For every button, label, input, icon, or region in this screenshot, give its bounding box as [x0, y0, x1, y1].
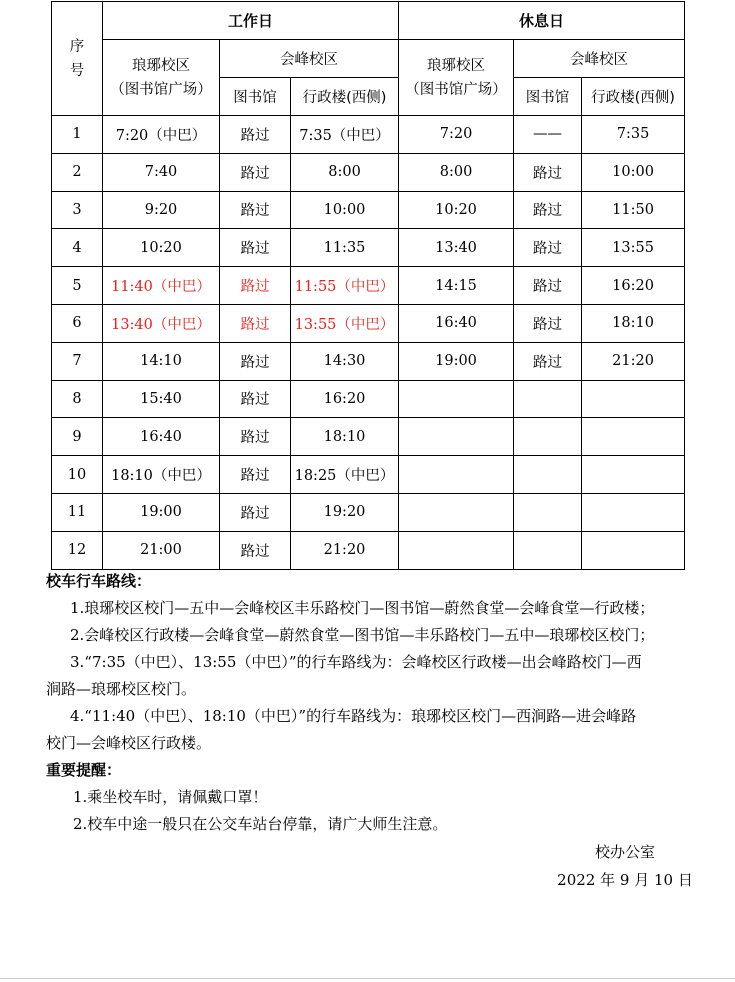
table-row	[52, 342, 685, 380]
workday-langya-header: 琅琊校区 （图书馆广场）	[103, 40, 220, 116]
workday-langya-cell: 13:40（中巴）	[103, 304, 220, 342]
seq-cell: 3	[52, 191, 103, 229]
restday-langya-cell	[399, 531, 514, 569]
workday-header: 工作日	[103, 2, 399, 40]
restday-admin-cell	[582, 493, 685, 531]
restday-library-cell	[514, 493, 582, 531]
route-item-2: 2.会峰校区行政楼—会峰食堂—蔚然食堂—图书馆—丰乐路校门—五中—琅琊校区校门；	[70, 626, 655, 644]
seq-cell: 9	[52, 418, 103, 456]
restday-huifeng-header: 会峰校区	[514, 40, 685, 78]
workday-langya-cell: 10:20	[103, 229, 220, 267]
workday-admin-cell: 19:20	[291, 493, 399, 531]
restday-langya-cell: 7:20	[399, 116, 514, 154]
notes-section	[46, 568, 696, 838]
routes-title: 校车行车路线：	[46, 572, 152, 590]
seq-cell: 5	[52, 267, 103, 305]
workday-library-cell: 路过	[220, 531, 291, 569]
workday-admin-cell: 11:35	[291, 229, 399, 267]
table-row	[52, 380, 685, 418]
seq-cell: 8	[52, 380, 103, 418]
workday-admin-cell: 11:55（中巴）	[291, 267, 399, 305]
workday-langya-cell: 11:40（中巴）	[103, 267, 220, 305]
workday-huifeng-header: 会峰校区	[220, 40, 399, 78]
restday-library-cell: 路过	[514, 229, 582, 267]
workday-langya-cell: 21:00	[103, 531, 220, 569]
restday-library-cell	[514, 380, 582, 418]
workday-library-cell: 路过	[220, 191, 291, 229]
table-row	[52, 191, 685, 229]
restday-langya-cell	[399, 493, 514, 531]
table-row	[52, 116, 685, 154]
workday-langya-cell: 18:10（中巴）	[103, 456, 220, 494]
workday-langya-cell: 7:40	[103, 153, 220, 191]
workday-library-cell: 路过	[220, 380, 291, 418]
seq-header: 序 号	[52, 2, 103, 116]
workday-admin-header: 行政楼(西侧)	[291, 78, 399, 116]
seq-cell: 6	[52, 304, 103, 342]
table-row	[52, 229, 685, 267]
reminder-item-1: 1.乘坐校车时，请佩戴口罩！	[73, 788, 268, 806]
workday-library-cell: 路过	[220, 304, 291, 342]
workday-library-header: 图书馆	[220, 78, 291, 116]
restday-admin-cell	[582, 380, 685, 418]
restday-langya-cell: 19:00	[399, 342, 514, 380]
restday-admin-cell: 21:20	[582, 342, 685, 380]
restday-admin-cell	[582, 456, 685, 494]
workday-langya-cell: 16:40	[103, 418, 220, 456]
table-row	[52, 153, 685, 191]
restday-langya-cell: 13:40	[399, 229, 514, 267]
restday-langya-cell	[399, 380, 514, 418]
workday-library-cell: 路过	[220, 153, 291, 191]
route-item-3-cont: 涧路—琅琊校区校门。	[46, 680, 197, 698]
signature-date: 2022 年 9 月 10 日	[557, 871, 693, 889]
seq-cell: 12	[52, 531, 103, 569]
workday-langya-cell: 19:00	[103, 493, 220, 531]
restday-library-cell	[514, 418, 582, 456]
workday-library-cell: 路过	[220, 493, 291, 531]
table-row	[52, 493, 685, 531]
restday-library-cell: 路过	[514, 267, 582, 305]
restday-admin-cell	[582, 531, 685, 569]
restday-langya-cell	[399, 418, 514, 456]
route-item-4: 4.“11:40（中巴）、18:10（中巴）”的行车路线为：琅琊校区校门—西涧路—进会峰路	[70, 707, 637, 725]
table-row	[52, 267, 685, 305]
restday-library-cell: 路过	[514, 153, 582, 191]
workday-library-cell: 路过	[220, 342, 291, 380]
seq-cell: 7	[52, 342, 103, 380]
seq-cell: 11	[52, 493, 103, 531]
workday-admin-cell: 16:20	[291, 380, 399, 418]
seq-cell: 2	[52, 153, 103, 191]
reminder-item-2: 2.校车中途一般只在公交车站台停靠，请广大师生注意。	[73, 815, 448, 833]
restday-langya-cell: 16:40	[399, 304, 514, 342]
workday-library-cell: 路过	[220, 229, 291, 267]
seq-cell: 1	[52, 116, 103, 154]
bus-schedule-table	[51, 1, 685, 570]
route-item-3: 3.“7:35（中巴）、13:55（中巴）”的行车路线为：会峰校区行政楼—出会峰路校门—西	[70, 653, 642, 671]
seq-cell: 4	[52, 229, 103, 267]
restday-langya-cell: 10:20	[399, 191, 514, 229]
restday-admin-cell: 18:10	[582, 304, 685, 342]
workday-library-cell: 路过	[220, 267, 291, 305]
table-row	[52, 304, 685, 342]
restday-admin-cell: 16:20	[582, 267, 685, 305]
restday-langya-cell: 14:15	[399, 267, 514, 305]
workday-langya-cell: 14:10	[103, 342, 220, 380]
table-row	[52, 418, 685, 456]
restday-admin-cell: 11:50	[582, 191, 685, 229]
workday-admin-cell: 18:10	[291, 418, 399, 456]
restday-admin-cell: 10:00	[582, 153, 685, 191]
restday-admin-cell	[582, 418, 685, 456]
restday-langya-header: 琅琊校区 （图书馆广场）	[399, 40, 514, 116]
workday-admin-cell: 10:00	[291, 191, 399, 229]
restday-library-cell: 路过	[514, 191, 582, 229]
workday-langya-cell: 9:20	[103, 191, 220, 229]
workday-admin-cell: 18:25（中巴）	[291, 456, 399, 494]
restday-langya-cell: 8:00	[399, 153, 514, 191]
signature-office: 校办公室	[594, 843, 655, 861]
workday-langya-cell: 15:40	[103, 380, 220, 418]
workday-admin-cell: 13:55（中巴）	[291, 304, 399, 342]
restday-library-cell	[514, 456, 582, 494]
restday-library-cell: ——	[514, 116, 582, 154]
route-item-1: 1.琅琊校区校门—五中—会峰校区丰乐路校门—图书馆—蔚然食堂—会峰食堂—行政楼；	[70, 599, 655, 617]
reminders-title: 重要提醒：	[46, 761, 122, 779]
restday-admin-header: 行政楼(西侧)	[582, 78, 685, 116]
restday-library-header: 图书馆	[514, 78, 582, 116]
seq-cell: 10	[52, 456, 103, 494]
workday-library-cell: 路过	[220, 418, 291, 456]
workday-admin-cell: 14:30	[291, 342, 399, 380]
page-divider	[0, 978, 735, 979]
restday-library-cell	[514, 531, 582, 569]
workday-library-cell: 路过	[220, 116, 291, 154]
table-row	[52, 456, 685, 494]
workday-library-cell: 路过	[220, 456, 291, 494]
restday-admin-cell: 7:35	[582, 116, 685, 154]
restday-header: 休息日	[399, 2, 685, 40]
restday-library-cell: 路过	[514, 304, 582, 342]
table-row	[52, 531, 685, 569]
workday-admin-cell: 21:20	[291, 531, 399, 569]
schedule-body	[52, 116, 685, 570]
restday-library-cell: 路过	[514, 342, 582, 380]
workday-admin-cell: 7:35（中巴）	[291, 116, 399, 154]
restday-admin-cell: 13:55	[582, 229, 685, 267]
workday-admin-cell: 8:00	[291, 153, 399, 191]
workday-langya-cell: 7:20（中巴）	[103, 116, 220, 154]
restday-langya-cell	[399, 456, 514, 494]
route-item-4-cont: 校门—会峰校区行政楼。	[46, 734, 212, 752]
